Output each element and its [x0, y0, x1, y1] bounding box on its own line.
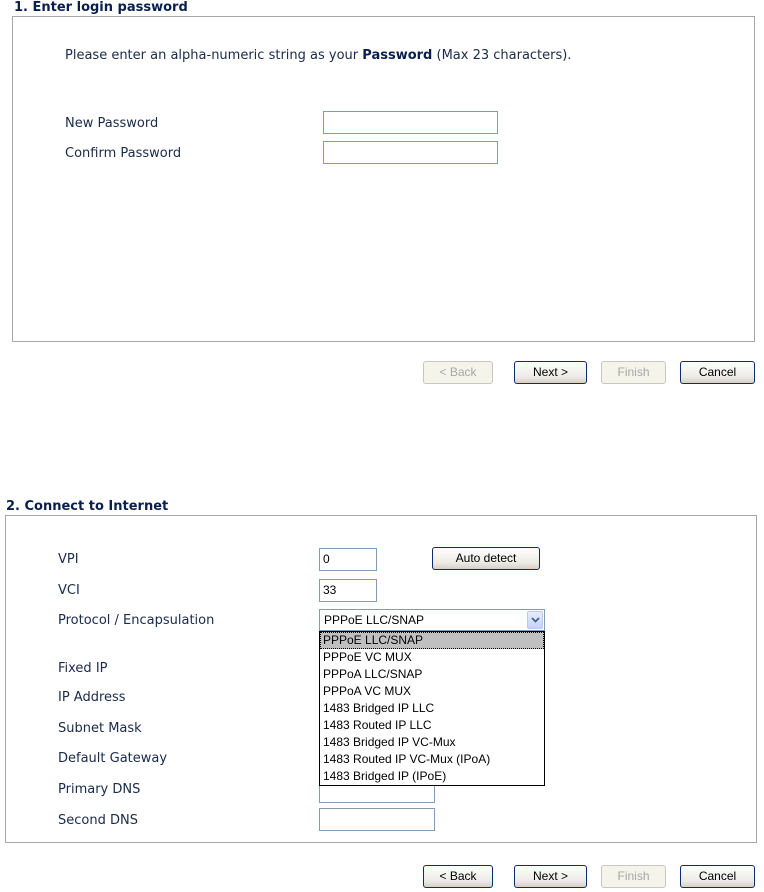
second-dns-input[interactable] [319, 808, 435, 831]
vci-input[interactable]: 33 [319, 579, 377, 602]
back-button[interactable]: < Back [423, 361, 493, 384]
ip-address-label: IP Address [58, 690, 126, 705]
protocol-option[interactable]: 1483 Bridged IP VC-Mux [323, 735, 456, 749]
protocol-encapsulation-label: Protocol / Encapsulation [58, 613, 215, 628]
protocol-option[interactable]: 1483 Bridged IP (IPoE) [323, 769, 447, 783]
protocol-selected-value: PPPoE LLC/SNAP [324, 613, 425, 627]
confirm-password-input[interactable] [323, 141, 498, 164]
protocol-option[interactable]: PPPoE VC MUX [323, 650, 412, 664]
protocol-option[interactable]: 1483 Routed IP LLC [323, 718, 432, 732]
vpi-input[interactable]: 0 [319, 548, 377, 571]
login-password-panel [12, 16, 755, 342]
cancel-button[interactable]: Cancel [680, 865, 755, 888]
default-gateway-label: Default Gateway [58, 751, 168, 766]
finish-button[interactable]: Finish [601, 361, 666, 384]
new-password-input[interactable] [323, 111, 498, 134]
finish-button[interactable]: Finish [601, 865, 666, 888]
next-button[interactable]: Next > [514, 361, 587, 384]
confirm-password-label: Confirm Password [65, 146, 182, 161]
primary-dns-label: Primary DNS [58, 782, 141, 797]
vci-label: VCI [58, 583, 80, 598]
vpi-label: VPI [58, 552, 79, 567]
instructions-suffix: (Max 23 characters). [432, 48, 572, 63]
section-title-connect-internet: 2. Connect to Internet [6, 499, 169, 514]
instructions-bold-password: Password [362, 48, 433, 63]
dropdown-arrow-button[interactable] [527, 611, 543, 629]
password-instructions [65, 48, 571, 63]
subnet-mask-label: Subnet Mask [58, 721, 142, 736]
auto-detect-button[interactable]: Auto detect [432, 547, 540, 570]
fixed-ip-label: Fixed IP [58, 661, 108, 676]
protocol-option[interactable]: PPPoA LLC/SNAP [323, 667, 423, 681]
protocol-option[interactable]: 1483 Routed IP VC-Mux (IPoA) [323, 752, 491, 766]
chevron-down-icon [531, 617, 540, 623]
protocol-encapsulation-select[interactable] [319, 609, 545, 631]
protocol-option[interactable]: PPPoE LLC/SNAP [320, 632, 544, 649]
back-button[interactable]: < Back [423, 865, 493, 888]
connect-internet-panel [5, 515, 757, 843]
cancel-button[interactable]: Cancel [680, 361, 755, 384]
next-button[interactable]: Next > [514, 865, 587, 888]
section-title-login-password: 1. Enter login password [14, 0, 188, 15]
protocol-option[interactable]: 1483 Bridged IP LLC [323, 701, 435, 715]
protocol-options-list[interactable] [319, 631, 545, 786]
protocol-option[interactable]: PPPoA VC MUX [323, 684, 412, 698]
second-dns-label: Second DNS [58, 813, 138, 828]
new-password-label: New Password [65, 116, 159, 131]
instructions-prefix: Please enter an alpha-numeric string as your [65, 48, 363, 63]
